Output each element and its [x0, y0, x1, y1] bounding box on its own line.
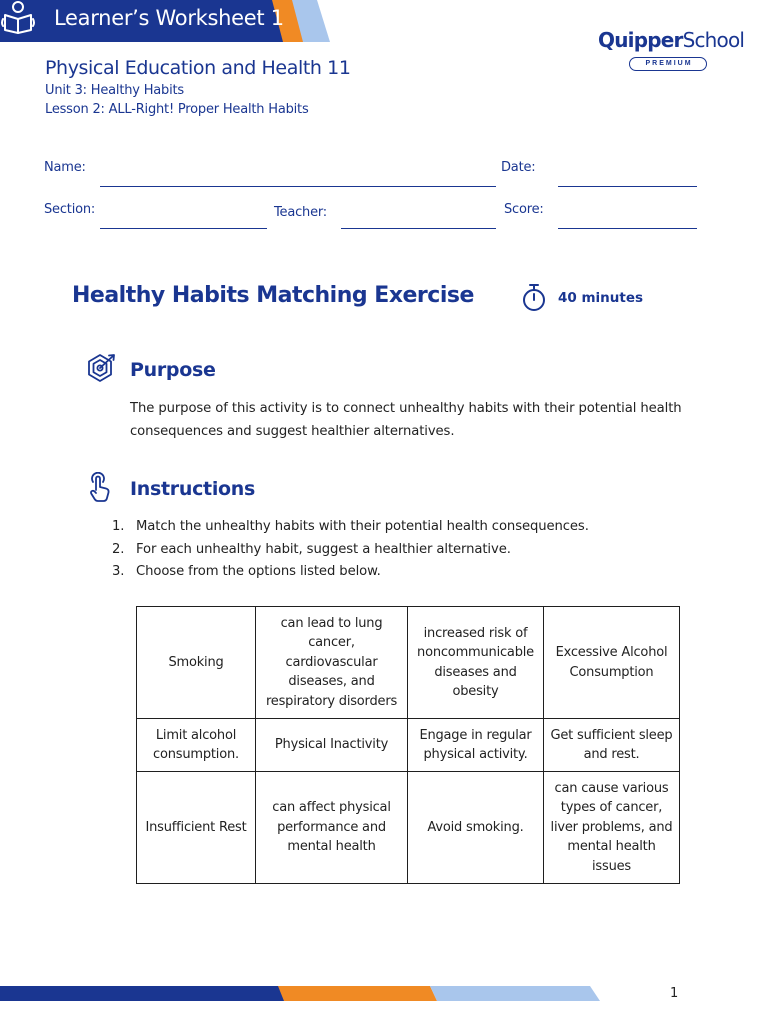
target-icon [86, 352, 118, 384]
options-table [136, 606, 680, 884]
banner-title: Learner’s Worksheet 1 [54, 6, 284, 30]
purpose-text: The purpose of this activity is to connect unhealthy habits with their potential health consequences and suggest healthier alternatives. [130, 401, 682, 439]
pointing-hand-icon [84, 472, 116, 504]
table-cell: can affect physical performance and mental health [256, 772, 408, 884]
table-cell: Get sufficient sleep and rest. [544, 719, 680, 772]
date-field[interactable] [558, 186, 697, 187]
footer-stripe [0, 986, 600, 1001]
step-text: Match the unhealthy habits with their potential health consequences. [136, 519, 589, 534]
date-label: Date: [501, 160, 536, 175]
logo-word-regular: School [682, 28, 745, 52]
instructions-heading: Instructions [130, 478, 256, 500]
lesson-label: Lesson 2: ALL-Right! Proper Health Habits [45, 102, 309, 117]
stopwatch-icon [521, 283, 547, 313]
step-text: Choose from the options listed below. [136, 564, 381, 579]
step-number: 3. [112, 564, 125, 579]
table-cell: Avoid smoking. [408, 772, 544, 884]
quipper-school-logo [598, 28, 745, 74]
table-cell: increased risk of noncommunicable diseases and obesity [408, 607, 544, 719]
name-field[interactable] [100, 186, 496, 187]
worksheet-banner [0, 0, 330, 42]
table-cell: can cause various types of cancer, liver problems, and mental health issues [544, 772, 680, 884]
instruction-step [112, 539, 589, 562]
teacher-label: Teacher: [274, 205, 327, 220]
step-number: 1. [112, 519, 125, 534]
section-label: Section: [44, 202, 96, 217]
reader-book-icon [0, 0, 36, 34]
instruction-step [112, 561, 589, 584]
step-text: For each unhealthy habit, suggest a healthier alternative. [136, 541, 511, 557]
name-label: Name: [44, 160, 86, 175]
table-cell: Physical Inactivity [256, 719, 408, 772]
logo-word-bold: Quipper [598, 28, 683, 52]
table-row [137, 719, 680, 772]
premium-badge: PREMIUM [629, 57, 707, 71]
table-cell: Smoking [137, 607, 256, 719]
unit-label: Unit 3: Healthy Habits [45, 83, 184, 98]
table-cell: Insufficient Rest [137, 772, 256, 884]
instruction-steps [112, 516, 589, 584]
purpose-heading: Purpose [130, 359, 216, 381]
subject-title: Physical Education and Health 11 [45, 57, 351, 79]
table-cell: can lead to lung cancer, cardiovascular diseases, and respiratory disorders [256, 607, 408, 719]
teacher-field[interactable] [341, 228, 496, 229]
logo-wordmark [598, 28, 745, 52]
page-number: 1 [670, 986, 679, 1001]
activity-title: Healthy Habits Matching Exercise [72, 283, 474, 308]
score-label: Score: [504, 202, 544, 217]
instruction-step [112, 516, 589, 539]
step-number: 2. [112, 541, 125, 557]
activity-duration: 40 minutes [558, 290, 644, 306]
table-row [137, 607, 680, 719]
score-field[interactable] [558, 228, 697, 229]
table-cell: Limit alcohol consumption. [137, 719, 256, 772]
section-field[interactable] [100, 228, 267, 229]
table-row [137, 772, 680, 884]
table-cell: Excessive Alcohol Consumption [544, 607, 680, 719]
table-cell: Engage in regular physical activity. [408, 719, 544, 772]
